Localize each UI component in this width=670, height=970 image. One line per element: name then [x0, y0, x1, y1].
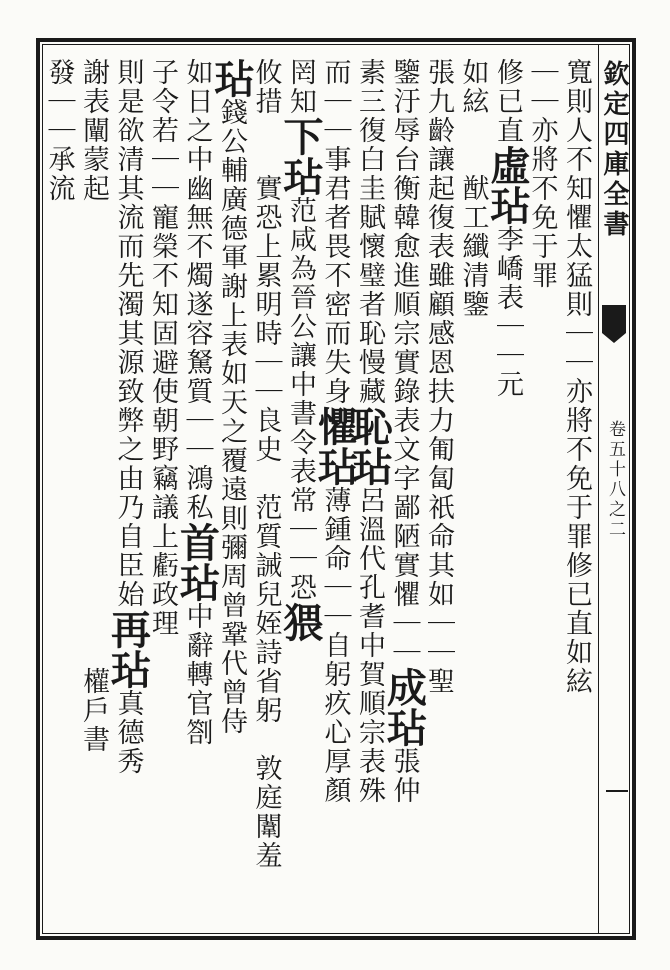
text-segment — [251, 464, 282, 493]
text-column — [148, 58, 183, 926]
text-segment: 范質誡兒姪詩省躬 — [250, 493, 282, 725]
text-column — [44, 58, 79, 926]
headword: 玷 — [208, 58, 255, 98]
text-column — [277, 58, 324, 926]
text-segment: 實恐上累明時｜｜良史 — [250, 174, 282, 464]
text-segment: 鑒汙辱台衡韓愈進順宗實錄表文字鄙陋實懼｜｜ — [388, 58, 420, 667]
text-segment: 呂溫代孔耆中賀順宗表殊 — [354, 486, 385, 805]
text-segment: 修已直 — [492, 58, 523, 145]
text-column — [424, 58, 459, 926]
text-segment: 常｜｜恐 — [285, 486, 316, 602]
text-segment: 錢公輔廣德軍謝上表如天之覆遠則彌周 — [216, 98, 247, 591]
text-column — [311, 58, 359, 926]
text-segment: ｜｜ — [561, 319, 592, 377]
headword: 恥玷 — [346, 406, 393, 486]
text-segment: 子令若｜｜寵榮不知固避使朝野竊議上虧政理 — [147, 58, 178, 638]
text-column — [484, 58, 531, 926]
text-segment — [251, 116, 282, 174]
text-segment — [251, 725, 282, 754]
text-column — [208, 58, 255, 926]
text-column — [527, 58, 562, 926]
text-segment: ｜｜ — [526, 58, 558, 116]
text-segment: 敦庭闈羞 — [250, 754, 282, 870]
text-segment: 如絃 — [457, 58, 489, 116]
text-segment: 修已直 — [561, 551, 592, 638]
volume-label: 卷五十八之二 — [605, 420, 625, 540]
headword: 成玷 — [380, 667, 428, 747]
text-column — [251, 58, 286, 926]
text-column — [562, 58, 597, 926]
text-segment: 亦將不免于罪 — [526, 116, 558, 290]
text-segment: 罔知 — [285, 58, 316, 116]
text-segment: 發｜｜承流 — [43, 58, 75, 203]
book-title: 欽定四庫全書 — [599, 60, 629, 240]
text-segment: 張九齡讓起復表雖顧感恩扶力匍匐祇命其如｜｜聖 — [423, 58, 454, 696]
text-segment: 如絃 — [561, 638, 592, 696]
text-segment: 權戶書 — [78, 667, 109, 754]
text-column — [346, 58, 393, 926]
text-column — [173, 58, 221, 926]
text-segment: 范咸為晉公讓中書令表 — [285, 196, 316, 486]
headword: 虛玷 — [484, 145, 531, 225]
text-segment: 亦將不免于罪 — [561, 377, 592, 551]
fish-tail-mark — [602, 305, 626, 333]
text-segment: 真德秀 — [112, 689, 144, 776]
text-segment: 謝表闡蒙起 — [78, 58, 109, 203]
text-column — [79, 58, 114, 926]
text-segment: 而｜｜事君者畏不密而失身 — [319, 58, 351, 406]
text-segment: 曾鞏代曾侍 — [216, 591, 247, 736]
text-segment: 攸措 — [250, 58, 282, 116]
text-segment: 張仲 — [388, 747, 420, 805]
text-segment: 素三復白圭賦懷璧者恥慢藏 — [354, 58, 385, 406]
margin-rule — [606, 790, 628, 792]
headword: 懼玷 — [311, 406, 359, 486]
text-column — [380, 58, 428, 926]
text-segment: 李嶠表｜｜元 — [492, 225, 523, 399]
text-segment: 寬則人不知懼太猛則 — [561, 58, 592, 319]
headword: 再玷 — [104, 609, 152, 689]
headword: 猥 — [277, 602, 324, 642]
text-segment: 纖清鑒 — [457, 232, 489, 319]
headword: 首玷 — [173, 522, 221, 602]
text-segment: 猷工 — [457, 174, 489, 232]
headword: 下玷 — [277, 116, 324, 196]
text-segment: 則是欲清其流而先濁其源致弊之由乃自臣始 — [112, 58, 144, 609]
text-column — [104, 58, 152, 926]
text-segment: 薄鍾命｜｜自躬疚心厚顏 — [319, 486, 351, 805]
text-segment — [78, 203, 109, 667]
text-segment — [458, 116, 489, 174]
text-segment: 如日之中幽無不燭遂容駑質｜｜鴻私 — [181, 58, 213, 522]
text-segment: 中辭轉官劄 — [181, 602, 213, 747]
text-column — [458, 58, 493, 926]
